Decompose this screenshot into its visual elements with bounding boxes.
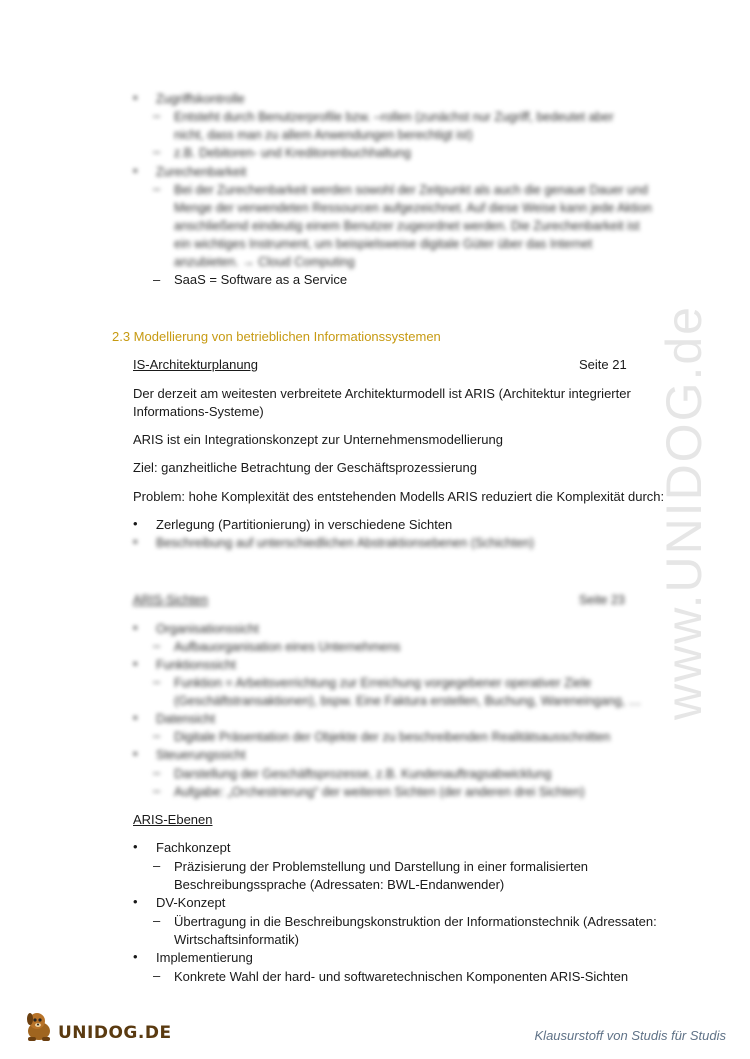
bullet-glyph: • — [133, 90, 138, 105]
blurred-line: Aufbauorganisation eines Unternehmens — [174, 640, 401, 654]
bullet-glyph: • — [133, 839, 138, 854]
blurred-line: z.B. Debitoren- und Kreditorenbuchhaltung — [174, 146, 411, 160]
paragraph-problem: Problem: hohe Komplexität des entstehenden Modells ARIS reduziert die Komplexität durch: — [133, 489, 665, 504]
watermark: www.UNIDOG.de — [656, 305, 712, 720]
aris-sichten-title: ARIS-Sichten — [133, 593, 209, 607]
is-architektur-page: Seite 21 — [579, 357, 627, 372]
blurred-line: (Geschäftstransaktionen), bspw. Eine Faktura erstellen, Buchung, Wareneingang, … — [174, 694, 642, 708]
paragraph-aris-intro-cont: Informations-Systeme) — [133, 404, 264, 419]
dash-glyph: – — [153, 674, 161, 689]
blurred-line: Darstellung der Geschäftsprozesse, z.B. Kundenauftragsabwicklung — [174, 767, 552, 781]
bullet-glyph: • — [133, 534, 138, 549]
blurred-line: Digitale Präsentation der Objekte der zu beschreibenden Realitätsausschnitten — [174, 730, 611, 744]
ebene-fachkonzept-desc-cont: Beschreibungssprache (Adressaten: BWL-Endanwender) — [174, 877, 505, 892]
ebene-dv-konzept-desc-cont: Wirtschaftsinformatik) — [174, 932, 299, 947]
ebene-dv-konzept-desc: Übertragung in die Beschreibungskonstruktion der Informationstechnik (Adressaten: — [174, 914, 657, 929]
footer-tagline: Klausurstoff von Studis für Studis — [534, 1028, 726, 1043]
ebene-fachkonzept-desc: Präzisierung der Problemstellung und Darstellung in einer formalisierten — [174, 859, 589, 874]
blurred-line: Organisationssicht — [156, 622, 259, 636]
ebene-fachkonzept: Fachkonzept — [156, 840, 231, 855]
blurred-line: Menge der verwendeten Ressourcen aufgezeichnet. Auf diese Weise kann jede Aktion — [174, 201, 652, 215]
blurred-line: Zurechenbarkeit — [156, 165, 247, 179]
blurred-line: Funktion = Arbeitsverrichtung zur Erreichung vorgegebener operativer Ziele — [174, 676, 592, 690]
is-architektur-title: IS-Architekturplanung — [133, 357, 259, 372]
ebene-implementierung-desc: Konkrete Wahl der hard- und softwaretechnischen Komponenten ARIS-Sichten — [174, 969, 629, 984]
bullet-glyph: • — [133, 516, 138, 531]
aris-ebenen-title: ARIS-Ebenen — [133, 812, 213, 827]
bullet-glyph: • — [133, 949, 138, 964]
paragraph-aris-intro: Der derzeit am weitesten verbreitete Architekturmodell ist ARIS (Architektur integrierter — [133, 386, 631, 401]
dash-glyph: – — [153, 913, 161, 928]
bullet-glyph: • — [133, 710, 138, 725]
logo-text: UNIDOG.DE — [58, 1023, 172, 1043]
saas-line: SaaS = Software as a Service — [174, 272, 348, 287]
unidog-logo[interactable] — [22, 1009, 172, 1043]
dash-glyph: – — [153, 144, 161, 159]
bullet-zerlegung: Zerlegung (Partitionierung) in verschiedene Sichten — [156, 517, 453, 532]
paragraph-ziel: Ziel: ganzheitliche Betrachtung der Geschäftsprozessierung — [133, 460, 477, 475]
section-heading: 2.3 Modellierung von betrieblichen Informationssystemen — [112, 329, 441, 344]
dash-glyph: – — [153, 728, 161, 743]
dash-glyph: – — [153, 638, 161, 653]
aris-sichten-page: Seite 23 — [579, 593, 625, 607]
ebene-implementierung: Implementierung — [156, 950, 253, 965]
blurred-line: Entsteht durch Benutzerprofile bzw. –rollen (zunächst nur Zugriff, bedeutet aber — [174, 110, 614, 124]
dash-glyph: – — [153, 858, 161, 873]
paragraph-aris-integration: ARIS ist ein Integrationskonzept zur Unternehmensmodellierung — [133, 432, 503, 447]
blurred-line: anzubieten. → Cloud Computing — [174, 255, 355, 269]
dash-glyph: – — [153, 968, 161, 983]
dash-glyph: – — [153, 181, 161, 196]
blurred-line: Steuerungssicht — [156, 748, 246, 762]
blurred-line: ein wichtiges Instrument, um beispielsweise digitale Güter über das Internet — [174, 237, 593, 251]
blurred-line: Datensicht — [156, 712, 216, 726]
blurred-line: Bei der Zurechenbarkeit werden sowohl der Zeitpunkt als auch die genaue Dauer und — [174, 183, 648, 197]
dog-mascot-icon — [22, 1009, 56, 1043]
dash-glyph: – — [153, 783, 161, 798]
dash-glyph: – — [153, 272, 161, 287]
blurred-line: Beschreibung auf unterschiedlichen Abstraktionsebenen (Schichten) — [156, 536, 535, 550]
blurred-line: Zugriffskontrolle — [156, 92, 245, 106]
blurred-line: Aufgabe: „Orchestrierung“ der weiteren Sichten (der anderen drei Sichten) — [174, 785, 585, 799]
bullet-glyph: • — [133, 620, 138, 635]
ebene-dv-konzept: DV-Konzept — [156, 895, 226, 910]
bullet-glyph: • — [133, 746, 138, 761]
blurred-line: nicht, dass man zu allem Anwendungen berechtigt ist) — [174, 128, 473, 142]
blurred-line: anschließend eindeutig einem Benutzer zugeordnet werden. Die Zurechenbarkeit ist — [174, 219, 640, 233]
bullet-glyph: • — [133, 894, 138, 909]
bullet-glyph: • — [133, 163, 138, 178]
bullet-glyph: • — [133, 656, 138, 671]
dash-glyph: – — [153, 765, 161, 780]
dash-glyph: – — [153, 108, 161, 123]
blurred-line: Funktionssicht — [156, 658, 236, 672]
